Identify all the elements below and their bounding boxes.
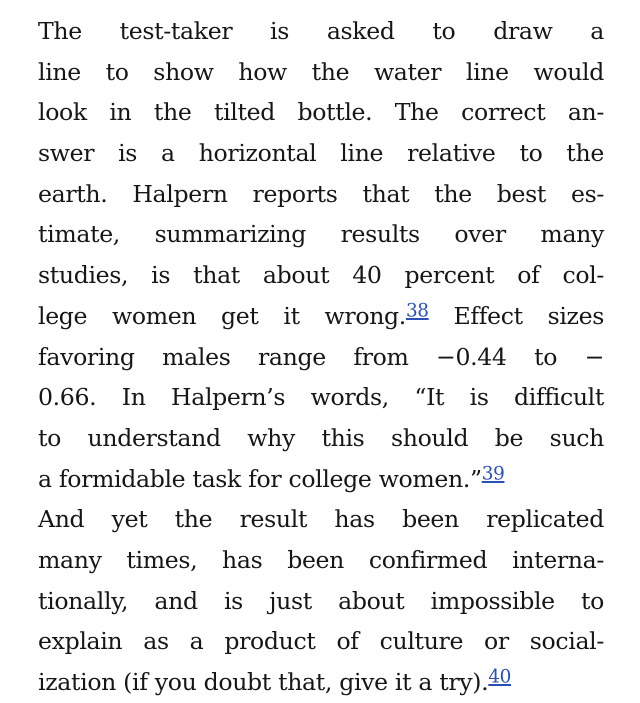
text-line: 0.66. In Halpern’s words, “It is difficult	[38, 383, 604, 412]
text-line: many times, has been confirmed interna-	[38, 545, 604, 574]
text-segment: a formidable task for college women.”	[38, 464, 482, 493]
text-line: earth. Halpern reports that the best es-	[38, 179, 604, 208]
text-segment: Effect sizes	[453, 301, 604, 330]
footnote-link-38[interactable]: 38	[405, 300, 429, 322]
text-line: And yet the result has been replicated	[38, 505, 604, 534]
body-paragraph	[38, 11, 604, 703]
text-line: tionally, and is just about impossible to	[38, 586, 604, 615]
text-line	[38, 296, 604, 337]
text-line: look in the tilted bottle. The correct an-	[38, 98, 604, 127]
text-line: line to show how the water line would	[38, 57, 604, 86]
text-line	[38, 459, 604, 500]
text-segment: lege women get it wrong.	[38, 301, 406, 330]
text-line: to understand why this should be such	[38, 423, 604, 452]
text-line: timate, summarizing results over many	[38, 220, 604, 249]
text-line: The test-taker is asked to draw a	[38, 17, 604, 45]
text-segment: ization (if you doubt that, give it a try).	[38, 668, 489, 696]
text-line: favoring males range from −0.44 to −	[38, 342, 604, 371]
text-line: studies, is that about 40 percent of col-	[38, 261, 604, 290]
footnote-link-40[interactable]: 40	[488, 666, 511, 688]
footnote-link-39[interactable]: 39	[481, 462, 505, 484]
text-line: swer is a horizontal line relative to the	[38, 139, 604, 168]
text-line: explain as a product of culture or social-	[38, 627, 604, 656]
